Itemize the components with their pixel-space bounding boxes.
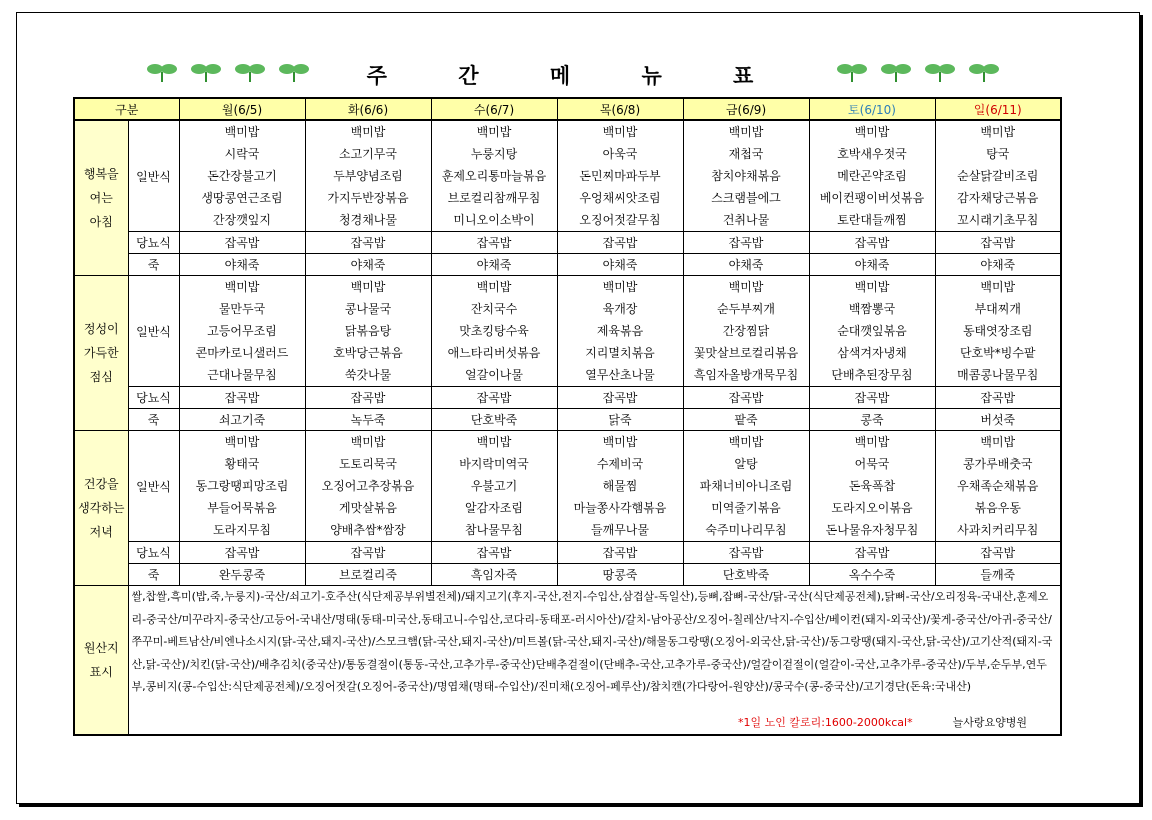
menu-cell — [935, 431, 1061, 542]
menu-item: 백미밥 — [854, 125, 890, 139]
menu-cell: 잡곡밥 — [431, 387, 557, 409]
diabetic-row — [74, 542, 1061, 564]
menu-cell: 잡곡밥 — [683, 542, 809, 564]
menu-item: 흑임자올방개묵무침 — [693, 368, 799, 382]
menu-item: 소고기무국 — [339, 147, 397, 161]
menu-item: 돈나물유자청무침 — [825, 523, 919, 537]
menu-cell: 잡곡밥 — [305, 542, 431, 564]
menu-cell — [179, 431, 305, 542]
menu-item: 백미밥 — [224, 435, 260, 449]
menu-item: 돈민찌마파두부 — [579, 169, 661, 183]
menu-item: 백미밥 — [224, 125, 260, 139]
menu-cell: 야채죽 — [179, 254, 305, 276]
menu-cell — [305, 276, 431, 387]
menu-cell: 버섯죽 — [935, 409, 1061, 431]
menu-item: 우엉채씨앗조림 — [579, 191, 661, 205]
menu-item: 브로컬리참깨무침 — [447, 191, 541, 205]
menu-item: 양배추쌈*쌈장 — [330, 523, 406, 537]
menu-cell: 흑임자죽 — [431, 564, 557, 586]
menu-cell: 잡곡밥 — [935, 387, 1061, 409]
menu-cell: 잡곡밥 — [935, 232, 1061, 254]
menu-cell — [809, 276, 935, 387]
porridge-label: 죽 — [128, 254, 179, 276]
origin-content — [128, 586, 1061, 736]
menu-cell: 땅콩죽 — [557, 564, 683, 586]
menu-item: 파채너비아니조림 — [699, 479, 793, 493]
menu-cell: 완두콩죽 — [179, 564, 305, 586]
menu-item: 생땅콩연근조림 — [201, 191, 283, 205]
general-row — [74, 276, 1061, 387]
menu-item: 동그랑땡피망조림 — [195, 479, 289, 493]
menu-cell: 단호박죽 — [683, 564, 809, 586]
general-label: 일반식 — [128, 120, 179, 232]
menu-item: 감자채당근볶음 — [957, 191, 1039, 205]
menu-item: 단호박*빙수팥 — [959, 346, 1036, 360]
day-header-fri: 금(6/9) — [683, 98, 809, 120]
menu-cell: 잡곡밥 — [557, 542, 683, 564]
menu-item: 부대찌개 — [974, 302, 1021, 316]
menu-item: 백미밥 — [980, 280, 1016, 294]
menu-item: 백미밥 — [350, 280, 386, 294]
meal-label: 행복을 여는 아침 — [74, 120, 128, 276]
menu-item: 재첩국 — [728, 147, 764, 161]
porridge-row — [74, 254, 1061, 276]
menu-cell: 브로컬리죽 — [305, 564, 431, 586]
menu-item: 수제비국 — [596, 457, 644, 471]
calorie-note: *1일 노인 칼로리:1600-2000kcal* — [737, 716, 913, 729]
menu-item: 맛초킹탕수육 — [459, 324, 529, 338]
menu-item: 물만두국 — [218, 302, 266, 316]
menu-cell: 잡곡밥 — [179, 542, 305, 564]
menu-item: 베이컨팽이버섯볶음 — [819, 191, 925, 205]
menu-cell: 팥죽 — [683, 409, 809, 431]
menu-item: 시락국 — [224, 147, 260, 161]
menu-item: 사과치커리무침 — [957, 523, 1039, 537]
menu-item: 백미밥 — [602, 435, 638, 449]
menu-cell — [557, 120, 683, 232]
menu-item: 호박당근볶음 — [333, 346, 403, 360]
menu-cell: 잡곡밥 — [305, 232, 431, 254]
menu-item: 게맛살볶음 — [339, 501, 397, 515]
menu-item: 얼갈이나물 — [465, 368, 523, 382]
day-header-sun: 일(6/11) — [935, 98, 1061, 120]
menu-cell — [557, 276, 683, 387]
menu-item: 미역줄기볶음 — [711, 501, 781, 515]
meal-label: 건강을 생각하는 저녁 — [74, 431, 128, 586]
menu-cell: 야채죽 — [809, 254, 935, 276]
menu-item: 아욱국 — [602, 147, 638, 161]
menu-item: 삼색겨자냉채 — [837, 346, 907, 360]
menu-item: 스크램블에그 — [711, 191, 781, 205]
menu-item: 오징어젓갈무침 — [579, 213, 661, 227]
diabetic-label: 당뇨식 — [128, 542, 179, 564]
menu-item: 순두부찌개 — [717, 302, 775, 316]
menu-item: 백미밥 — [224, 280, 260, 294]
menu-cell: 들깨죽 — [935, 564, 1061, 586]
menu-item: 간장깻잎지 — [213, 213, 271, 227]
menu-item: 꼬시래기초무침 — [957, 213, 1039, 227]
menu-item: 순살닭갈비조림 — [957, 169, 1039, 183]
menu-item: 백미밥 — [980, 125, 1016, 139]
menu-item: 백미밥 — [602, 125, 638, 139]
menu-item: 백미밥 — [854, 435, 890, 449]
menu-cell: 잡곡밥 — [935, 542, 1061, 564]
menu-cell: 잡곡밥 — [431, 542, 557, 564]
menu-item: 근대나물무침 — [207, 368, 277, 382]
menu-item: 돈육폭찹 — [848, 479, 896, 493]
menu-item: 동태엿장조림 — [962, 324, 1033, 338]
general-row — [74, 431, 1061, 542]
menu-cell — [557, 431, 683, 542]
menu-item: 우채족순채볶음 — [957, 479, 1039, 493]
menu-item: 도토리묵국 — [339, 457, 397, 471]
menu-item: 순대깻잎볶음 — [837, 324, 907, 338]
weekly-menu-table — [73, 97, 1062, 736]
menu-cell — [683, 276, 809, 387]
menu-item: 꽃맛살브로컬리볶음 — [693, 346, 799, 360]
sprout-icon — [968, 60, 1000, 84]
sprout-icon — [836, 60, 868, 84]
menu-cell — [683, 120, 809, 232]
menu-item: 알감자조림 — [465, 501, 523, 515]
menu-cell — [431, 276, 557, 387]
menu-cell — [179, 276, 305, 387]
menu-cell: 녹두죽 — [305, 409, 431, 431]
diabetic-row — [74, 232, 1061, 254]
menu-item: 알탕 — [734, 457, 758, 471]
menu-cell: 잡곡밥 — [683, 232, 809, 254]
menu-item: 토란대들깨찜 — [837, 213, 907, 227]
menu-cell — [431, 431, 557, 542]
menu-cell: 닭죽 — [557, 409, 683, 431]
menu-cell — [179, 120, 305, 232]
menu-item: 오징어고추장볶음 — [321, 479, 415, 493]
general-label: 일반식 — [128, 431, 179, 542]
menu-item: 도라지무침 — [213, 523, 271, 537]
menu-cell: 야채죽 — [935, 254, 1061, 276]
menu-item: 훈제오리통마늘볶음 — [441, 169, 547, 183]
menu-cell: 야채죽 — [557, 254, 683, 276]
origin-label: 원산지 표시 — [74, 586, 128, 736]
diabetic-row — [74, 387, 1061, 409]
header-row — [74, 98, 1061, 120]
menu-item: 두부양념조림 — [333, 169, 403, 183]
menu-cell: 쇠고기죽 — [179, 409, 305, 431]
menu-cell: 야채죽 — [305, 254, 431, 276]
origin-footer — [132, 712, 1058, 734]
sprout-icon — [924, 60, 956, 84]
menu-item: 돈간장불고기 — [207, 169, 277, 183]
category-header: 구분 — [74, 98, 179, 120]
origin-row — [74, 586, 1061, 736]
origin-text: 쌀,찹쌀,흑미(밥,죽,누룽지)-국산/쇠고기-호주산(식단제공부위별전체)/돼지고기(후지-국산,전지-수입산,삼겹살-독일산),등뼈,잡뼈-국산/닭-국산(식단제공전체),닭뼈-국산/오리정육-국내산,훈제오리-중국산/미꾸라지-중국산/고등어-국내산/명태(동태-미국산,동태고니-수입산,코다리-동태포-러시아산)/갈치-남아공산/오징어-칠레산/낙지-수입산/베이컨(돼지-외국산)/꽃게-중국산/아귀-중국산/쭈꾸미-베트남산/비엔나소시지(닭-국산,돼지-국산)/스모크햄(닭-국산,돼지-국산)/미트볼(닭-국산,돼지-국산)/해물동그랑땡(오징어-외국산,닭-국산)/동그랑땡(돼지-국산,닭-국산)/고기산적(돼지-국산,닭-국산)/치킨(닭-국산)/배추김치(중국산)/통동결절이(통동-국산,고추가루-중국산)단배추겉절이(단배추-국산,고추가루-중국산)/얼갈이겉절이(얼갈이-국산,고추가루-중국산)/두부,순두부,연두부,콩비지(콩-수입산:식단제공전체)/오징어젓갈(오징어-중국산)/명엽채(명태-수입산)/진미채(오징어-페루산)/참치캔(가다랑어-원양산)/콩국수(콩-중국산)/고기경단(돈육:국내산) — [131, 590, 1053, 693]
porridge-row — [74, 409, 1061, 431]
menu-cell — [431, 120, 557, 232]
menu-item: 미니오이소박이 — [453, 213, 535, 227]
menu-item: 애느타리버섯볶음 — [447, 346, 541, 360]
sprout-decoration-right — [836, 60, 1000, 84]
menu-item: 숙주미나리무침 — [705, 523, 787, 537]
menu-cell: 옥수수죽 — [809, 564, 935, 586]
menu-item: 가지두반장볶음 — [327, 191, 409, 205]
menu-item: 백미밥 — [728, 280, 764, 294]
menu-item: 백미밥 — [476, 435, 512, 449]
menu-item: 쑥갓나물 — [344, 368, 392, 382]
menu-cell — [305, 431, 431, 542]
menu-item: 황태국 — [224, 457, 260, 471]
menu-item: 단배추된장무침 — [831, 368, 913, 382]
menu-item: 누룽지탕 — [470, 147, 518, 161]
diabetic-label: 당뇨식 — [128, 387, 179, 409]
menu-cell: 잡곡밥 — [557, 232, 683, 254]
diabetic-label: 당뇨식 — [128, 232, 179, 254]
menu-item: 참치야채볶음 — [711, 169, 781, 183]
menu-item: 호박새우젓국 — [837, 147, 907, 161]
menu-item: 탕국 — [986, 147, 1010, 161]
menu-item: 참나물무침 — [465, 523, 523, 537]
page-title: 주 간 메 뉴 표 — [366, 64, 786, 88]
day-header-mon: 월(6/5) — [179, 98, 305, 120]
menu-item: 백미밥 — [728, 125, 764, 139]
menu-item: 제육볶음 — [596, 324, 644, 338]
menu-cell: 야채죽 — [431, 254, 557, 276]
menu-item: 해물찜 — [602, 479, 638, 493]
menu-item: 잔치국수 — [470, 302, 518, 316]
menu-item: 백미밥 — [476, 280, 512, 294]
menu-item: 도라지오이볶음 — [831, 501, 913, 515]
day-header-wed: 수(6/7) — [431, 98, 557, 120]
menu-cell — [683, 431, 809, 542]
menu-item: 육개장 — [602, 302, 638, 316]
menu-item: 바지락미역국 — [459, 457, 529, 471]
menu-item: 들깨무나물 — [591, 523, 649, 537]
menu-item: 백미밥 — [602, 280, 638, 294]
menu-cell — [809, 120, 935, 232]
menu-item: 고등어무조림 — [207, 324, 277, 338]
porridge-label: 죽 — [128, 564, 179, 586]
menu-item: 백미밥 — [854, 280, 890, 294]
general-row — [74, 120, 1061, 232]
day-header-sat: 토(6/10) — [809, 98, 935, 120]
menu-item: 건취나물 — [722, 213, 770, 227]
porridge-label: 죽 — [128, 409, 179, 431]
menu-item: 열무산초나물 — [585, 368, 655, 382]
day-header-tue: 화(6/6) — [305, 98, 431, 120]
general-label: 일반식 — [128, 276, 179, 387]
menu-cell: 잡곡밥 — [809, 232, 935, 254]
menu-cell: 잡곡밥 — [179, 232, 305, 254]
menu-cell: 잡곡밥 — [683, 387, 809, 409]
menu-cell — [935, 120, 1061, 232]
menu-item: 청경채나물 — [339, 213, 397, 227]
menu-cell: 단호박죽 — [431, 409, 557, 431]
menu-item: 콩가루배춧국 — [962, 457, 1033, 471]
menu-cell — [809, 431, 935, 542]
menu-item: 백미밥 — [980, 435, 1016, 449]
menu-item: 우불고기 — [470, 479, 518, 493]
menu-item: 어묵국 — [854, 457, 890, 471]
menu-item: 매콤콩나물무침 — [957, 368, 1039, 382]
day-header-thu: 목(6/8) — [557, 98, 683, 120]
menu-cell — [935, 276, 1061, 387]
menu-cell: 잡곡밥 — [557, 387, 683, 409]
menu-item: 콩나물국 — [344, 302, 392, 316]
menu-cell: 잡곡밥 — [179, 387, 305, 409]
menu-cell: 잡곡밥 — [431, 232, 557, 254]
menu-item: 백미밥 — [350, 435, 386, 449]
menu-item: 백짬뽕국 — [848, 302, 896, 316]
menu-cell: 잡곡밥 — [809, 387, 935, 409]
menu-item: 콘마카로니샐러드 — [195, 346, 289, 360]
menu-cell — [305, 120, 431, 232]
menu-item: 닭볶음탕 — [344, 324, 392, 338]
porridge-row — [74, 564, 1061, 586]
menu-item: 볶음우동 — [974, 501, 1021, 515]
menu-item: 백미밥 — [476, 125, 512, 139]
menu-cell: 콩죽 — [809, 409, 935, 431]
menu-cell: 잡곡밥 — [809, 542, 935, 564]
menu-cell: 잡곡밥 — [305, 387, 431, 409]
menu-item: 백미밥 — [350, 125, 386, 139]
menu-item: 부들어묵볶음 — [207, 501, 277, 515]
menu-item: 백미밥 — [728, 435, 764, 449]
hospital-name: 늘사랑요양병원 — [952, 716, 1027, 729]
menu-item: 지리멸치볶음 — [585, 346, 655, 360]
meal-label: 정성이 가득한 점심 — [74, 276, 128, 431]
menu-item: 간장찜닭 — [722, 324, 770, 338]
menu-item: 메란곤약조림 — [837, 169, 907, 183]
menu-cell: 야채죽 — [683, 254, 809, 276]
menu-item: 마늘쫑사각햄볶음 — [573, 501, 667, 515]
sprout-icon — [880, 60, 912, 84]
